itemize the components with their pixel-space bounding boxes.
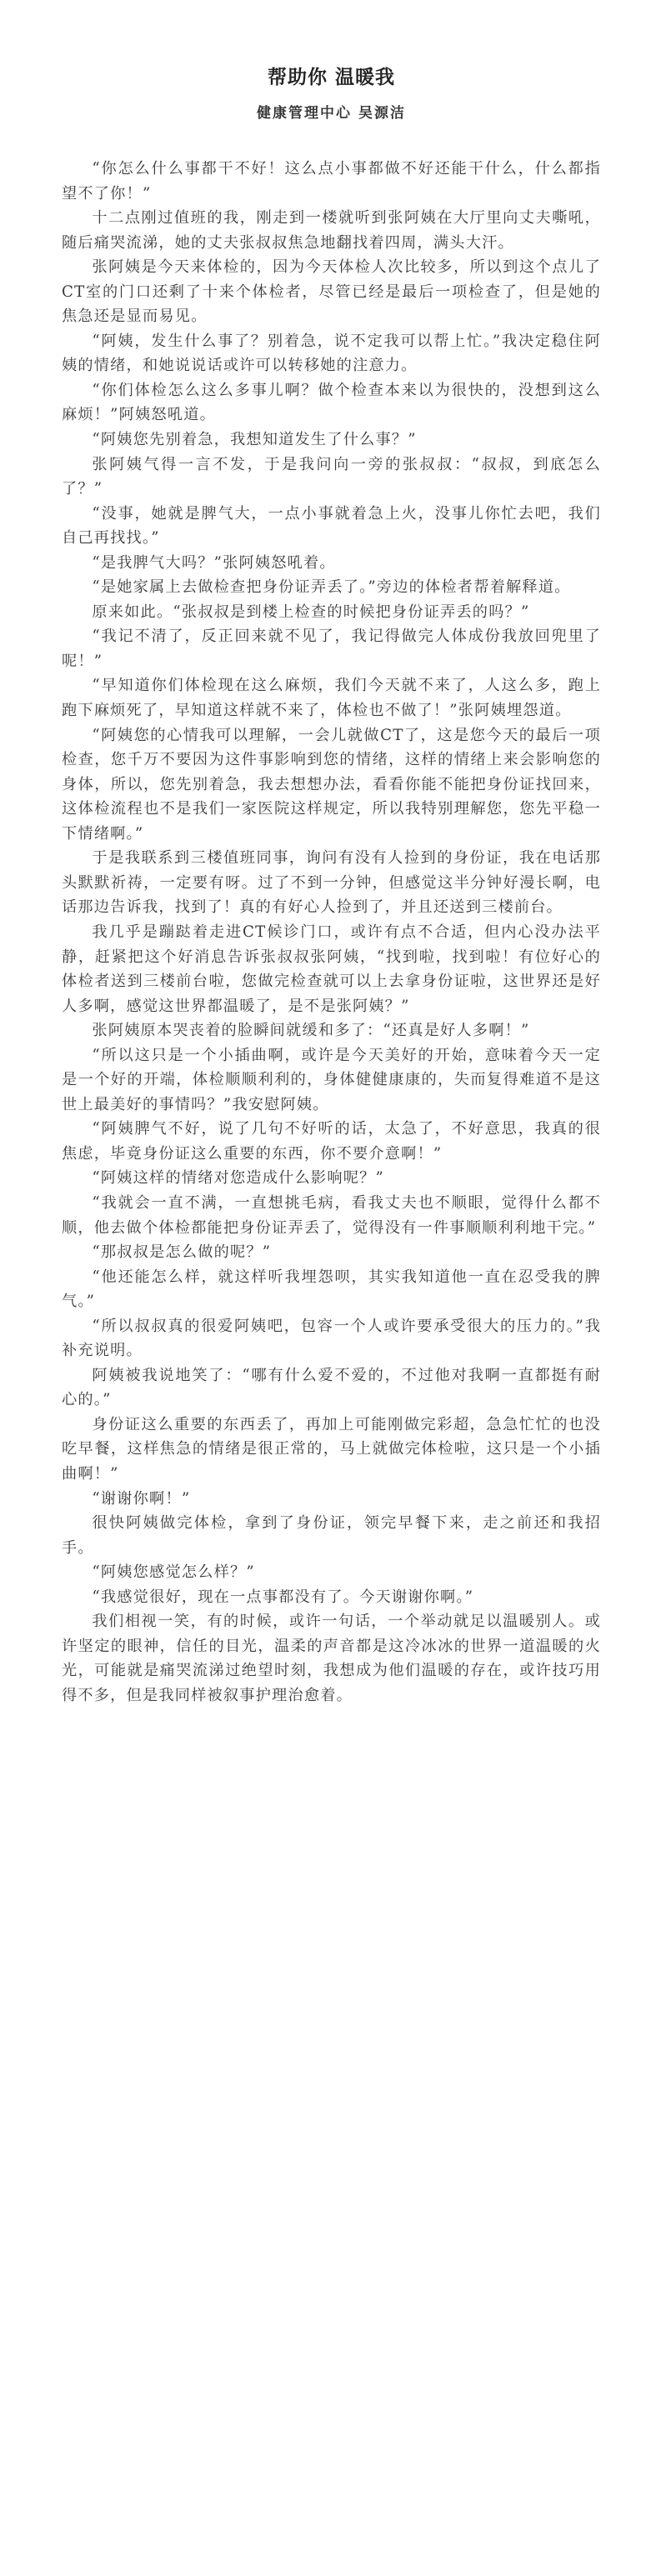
paragraph: 张阿姨原本哭丧着的脸瞬间就缓和多了：“还真是好人多啊！” [92, 1022, 530, 1040]
paragraph: 很快阿姨做完体检，拿到了身份证，领完早餐下来，走之前还和我招手。 [62, 1514, 601, 1557]
paragraph: “所以这只是一个小插曲啊，或许是今天美好的开始，意味着今天一定是一个好的开端，体检顺顺利利的，身体健健康康的，失而复得难道不是这世上最美好的事情吗？”我安慰阿姨。 [62, 1046, 601, 1113]
paragraph: 张阿姨气得一言不发，于是我问向一旁的张叔叔：“叔叔，到底怎么了？” [62, 455, 601, 498]
paragraph: “阿姨脾气不好，说了几句不好听的话，太急了，不好意思，我真的很焦虑，毕竟身份证这么重要的东西，你不要介意啊！” [62, 1120, 601, 1163]
paragraph: “他还能怎么样，就这样听我埋怨呗，其实我知道他一直在忍受我的脾气。” [62, 1268, 601, 1311]
paragraph: “阿姨您先别着急，我想知道发生了什么事？” [92, 431, 417, 449]
paragraph: “我记不清了，反正回来就不见了，我记得做完人体成份我放回兜里了呢！” [62, 628, 601, 670]
paragraph: 我几乎是蹦跶着走进CT候诊门口，或许有点不合适，但内心没办法平静，赶紧把这个好消息告诉张叔叔张阿姨，“找到啦，找到啦！有位好心的体检者送到三楼前台啦，您做完检查就可以上去拿身份证啦，这世界还是好人多啊，感觉这世界都温暖了，是不是张阿姨？” [62, 923, 601, 1015]
paragraph: “阿姨您的心情我可以理解，一会儿就做CT了，这是您今天的最后一项检查，您千万不要因为这件事影响到您的情绪，这样的情绪上来会影响您的身体，所以，您先别着急，我去想想办法，看看你能不能把身份证找回来，这体检流程也不是我们一家医院这样规定，所以我特别理解您，您先平稳一下情绪啊。” [62, 726, 601, 843]
paragraph: 原来如此。“张叔叔是到楼上检查的时候把身份证弄丢的吗？” [92, 603, 530, 621]
paragraph: “我就会一直不满，一直想挑毛病，看我丈夫也不顺眼，觉得什么都不顺，他去做个体检都能把身份证弄丢了，觉得没有一件事顺顺利利地干完。” [62, 1193, 601, 1237]
paragraph: “那叔叔是怎么做的呢？” [92, 1243, 272, 1262]
paragraph: “你们体检怎么这么多事儿啊？做个检查本来以为很快的，没想到这么麻烦！”阿姨怒吼道。 [62, 381, 601, 424]
paragraph: “你怎么什么事都干不好！这么点小事都做不好还能干什么，什么都指望不了你！” [62, 160, 601, 203]
paragraph: 于是我联系到三楼值班同事，询问有没有人捡到的身份证，我在电话那头默默祈祷，一定要有呀。过了不到一分钟，但感觉这半分钟好漫长啊，电话那边告诉我，找到了！真的有好心人捡到了，并且还送到三楼前台。 [62, 849, 601, 917]
paragraph: 身份证这么重要的东西丢了，再加上可能刚做完彩超，急急忙忙的也没吃早餐，这样焦急的情绪是很正常的，马上就做完体检啦，这只是一个小插曲啊！” [62, 1415, 601, 1483]
paragraph: 阿姨被我说地笑了：“哪有什么爱不爱的，不过他对我啊一直都挺有耐心的。” [62, 1366, 601, 1409]
paragraph: “是她家属上去做检查把身份证弄丢了。”旁边的体检者帮着解释道。 [92, 578, 571, 597]
paragraph: “是我脾气大吗？”张阿姨怒吼着。 [92, 553, 336, 572]
paragraph: 十二点刚过值班的我，刚走到一楼就听到张阿姨在大厅里向丈夫嘶吼，随后痛哭流涕，她的丈夫张叔叔焦急地翻找着四周，满头大汗。 [62, 209, 601, 252]
article-title: 帮助你 温暖我 [267, 66, 395, 88]
paragraph: “没事，她就是脾气大，一点小事就着急上火，没事儿你忙去吧，我们自己再找找。” [62, 504, 601, 548]
paragraph: “谢谢你啊！” [92, 1489, 191, 1508]
paragraph: “早知道你们体检现在这么麻烦，我们今天就不来了，人这么多，跑上跑下麻烦死了，早知道这样就不来了，体检也不做了！”张阿姨埋怨道。 [62, 677, 601, 720]
paragraph: “我感觉很好，现在一点事都没有了。今天谢谢你啊。” [92, 1588, 474, 1606]
paragraph: “所以叔叔真的很爱阿姨吧，包容一个人或许要承受很大的压力的。”我补充说明。 [62, 1317, 601, 1360]
paragraph: “阿姨，发生什么事了？别着急，说不定我可以帮上忙。”我决定稳住阿姨的情绪，和她说说话或许可以转移她的注意力。 [62, 332, 601, 375]
paragraph: “阿姨这样的情绪对您造成什么影响呢？” [92, 1169, 384, 1188]
article-body [62, 157, 601, 1708]
article-byline: 健康管理中心 吴源洁 [257, 105, 406, 122]
paragraph: 张阿姨是今天来体检的，因为今天体检人次比较多，所以到这个点儿了CT室的门口还剩了十来个体检者，尽管已经是最后一项检查了，但是她的焦急还是显而易见。 [62, 258, 601, 326]
paragraph: 我们相视一笑，有的时候，或许一句话，一个举动就足以温暖别人。或许坚定的眼神，信任的目光，温柔的声音都是这冷冰冰的世界一道温暖的火光，可能就是痛哭流涕过绝望时刻，我想成为他们温暖的存在，或许技巧用得不多，但是我同样被叙事护理治愈着。 [62, 1613, 601, 1704]
paragraph: “阿姨您感觉怎么样？” [92, 1563, 255, 1582]
